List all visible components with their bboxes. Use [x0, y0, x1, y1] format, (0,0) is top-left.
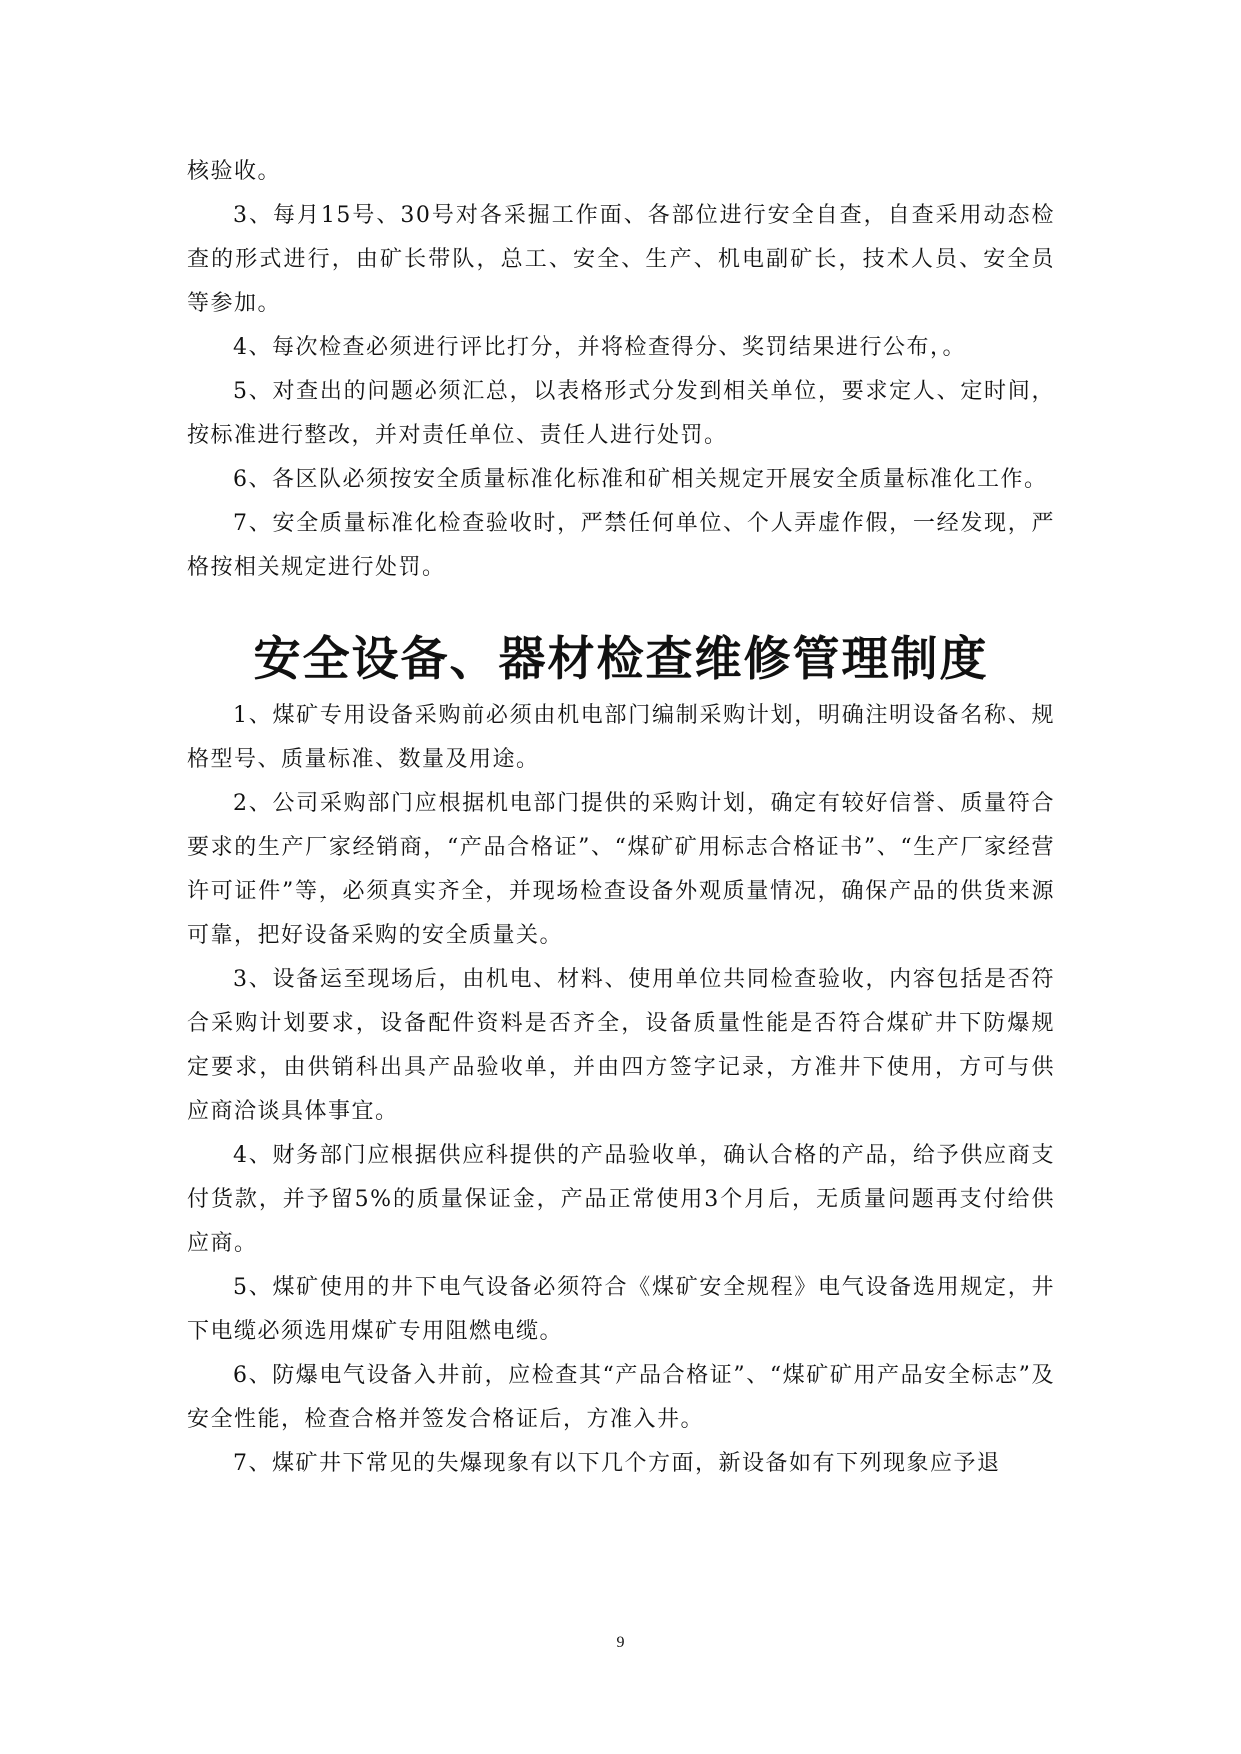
page-content — [187, 150, 1055, 1486]
rule-item-6: 6、防爆电气设备入井前，应检查其“产品合格证”、“煤矿矿用产品安全标志”及安全性能，检查合格并签发合格证后，方准入井。 — [187, 1363, 1055, 1432]
rule-item-7: 7、煤矿井下常见的失爆现象有以下几个方面，新设备如有下列现象应予退 — [233, 1451, 1001, 1476]
paragraph-item-7: 7、安全质量标准化检查验收时，严禁任何单位、个人弄虚作假，一经发现，严格按相关规定进行处罚。 — [187, 511, 1055, 580]
rule-item-3: 3、设备运至现场后，由机电、材料、使用单位共同检查验收，内容包括是否符合采购计划要求，设备配件资料是否齐全，设备质量性能是否符合煤矿井下防爆规定要求，由供销科出具产品验收单，并由四方签字记录，方准井下使用，方可与供应商洽谈具体事宜。 — [187, 967, 1055, 1124]
rule-item-2: 2、公司采购部门应根据机电部门提供的采购计划，确定有较好信誉、质量符合要求的生产厂家经销商，“产品合格证”、“煤矿矿用标志合格证书”、“生产厂家经营许可证件”等，必须真实齐全，并现场检查设备外观质量情况，确保产品的供货来源可靠，把好设备采购的安全质量关。 — [187, 791, 1055, 948]
page-number: 9 — [616, 1634, 625, 1651]
paragraph-item-3: 3、每月15号、30号对各采掘工作面、各部位进行安全自查，自查采用动态检查的形式进行，由矿长带队，总工、安全、生产、机电副矿长，技术人员、安全员等参加。 — [187, 203, 1055, 316]
paragraph-item-4: 4、每次检查必须进行评比打分，并将检查得分、奖罚结果进行公布，。 — [233, 335, 966, 360]
paragraph-item-6: 6、各区队必须按安全质量标准化标准和矿相关规定开展安全质量标准化工作。 — [233, 467, 1048, 492]
continued-paragraph: 核验收。 — [187, 159, 282, 184]
rule-item-1: 1、煤矿专用设备采购前必须由机电部门编制采购计划，明确注明设备名称、规格型号、质量标准、数量及用途。 — [187, 703, 1055, 772]
section-title: 安全设备、器材检查维修管理制度 — [253, 632, 989, 687]
rule-item-5: 5、煤矿使用的井下电气设备必须符合《煤矿安全规程》电气设备选用规定，井下电缆必须选用煤矿专用阻燃电缆。 — [187, 1275, 1055, 1344]
paragraph-item-5: 5、对查出的问题必须汇总，以表格形式分发到相关单位，要求定人、定时间，按标准进行整改，并对责任单位、责任人进行处罚。 — [187, 379, 1055, 448]
rule-item-4: 4、财务部门应根据供应科提供的产品验收单，确认合格的产品，给予供应商支付货款，并予留5%的质量保证金，产品正常使用3个月后，无质量问题再支付给供应商。 — [187, 1143, 1055, 1256]
